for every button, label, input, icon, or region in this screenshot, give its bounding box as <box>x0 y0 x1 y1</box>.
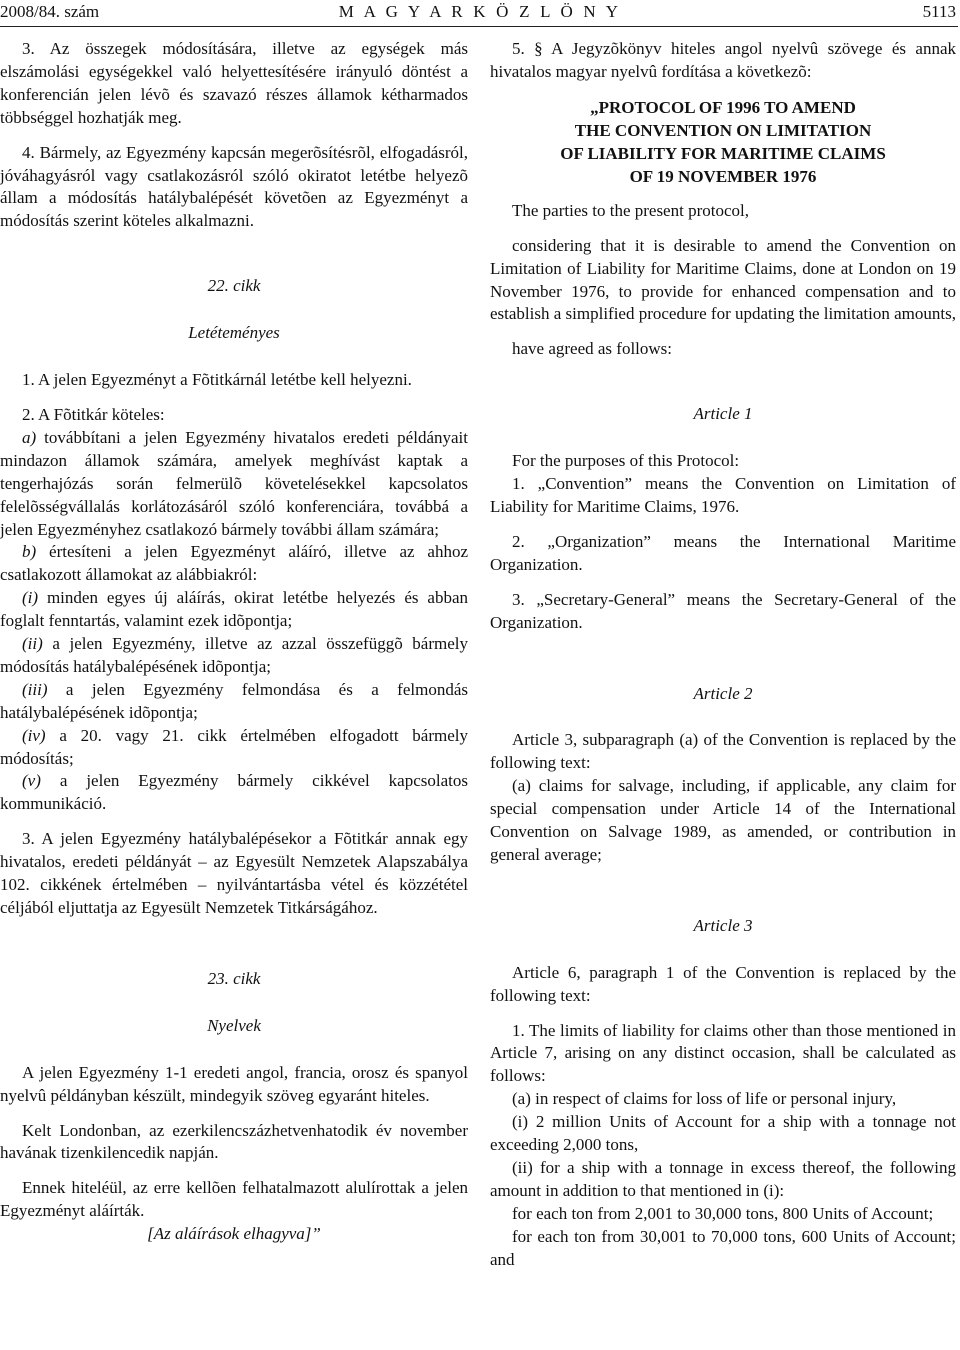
article-2-para-2: (a) claims for salvage, including, if applicable, any claim for special compensation under Article 14 of the International Convention on Salvage 1989, as amended, or contribution in general average; <box>490 776 956 864</box>
article-23-number: 23. cikk <box>207 968 261 988</box>
left-column <box>0 38 468 1246</box>
item-iii-text: a jelen Egyezmény felmondása és a felmondás hatálybalépésének idõpontja; <box>0 679 468 722</box>
considering-paragraph: considering that it is desirable to amend the Convention on Limitation of Liability for Maritime Claims, done at London on 19 November 1976, to provide for enhanced compensation and to establish a simplified procedure for updating the limitation amounts, <box>490 235 956 324</box>
item-v-text: a jelen Egyezmény bármely cikkével kapcsolatos kommunikáció. <box>0 771 468 814</box>
article-22-para-3: 3. A jelen Egyezmény hatálybalépésekor a Fõtitkár annak egy hivatalos, eredeti példányát – az Egyesült Nemzetek Alapszabálya 102. cikkének értelmében – nyilvántartásba vétel és közzététel céljából eljuttatja az Egyesült Nemzetek Titkárságához. <box>0 829 468 917</box>
item-v-label: (v) <box>22 771 41 791</box>
article-1-item-3: 3. „Secretary-General” means the Secretary-General of the Organization. <box>490 589 956 632</box>
paragraph-ratification: 4. Bármely, az Egyezmény kapcsán megerõsítésrõl, elfogadásról, jóváhagyásról vagy csatlakozásról szóló okiratot letétbe helyezõ állam a módosítás hatálybalépését követõen az Egyezményt a módosítás szerint köteles alkalmazni. <box>0 142 468 231</box>
right-column <box>490 38 956 1272</box>
article-3-para-4: (i) 2 million Units of Account for a ship with a tonnage not exceeding 2,000 tons, <box>490 1112 956 1155</box>
article-3-para-3: (a) in respect of claims for loss of life or personal injury, <box>512 1089 897 1109</box>
section-5-intro: 5. § A Jegyzõkönyv hiteles angol nyelvû szövege és annak hivatalos magyar nyelvû fordítása a következõ: <box>490 39 956 81</box>
article-2-para-1: Article 3, subparagraph (a) of the Convention is replaced by the following text: <box>490 730 956 773</box>
article-1-item-1: 1. „Convention” means the Convention on Limitation of Liability for Maritime Claims, 1976. <box>490 474 956 516</box>
article-22-para-2: 2. A Fõtitkár köteles: <box>22 404 165 424</box>
protocol-title-line-4: OF 19 NOVEMBER 1976 <box>629 166 817 186</box>
item-b <box>0 541 468 587</box>
item-a-label: a) <box>22 427 37 447</box>
page-header <box>0 2 960 24</box>
item-a-text: továbbítani a jelen Egyezmény hivatalos eredeti példányait mindazon államok számára, amelyek meghívást kaptak a tengerhajózás során felmerülõ követelésekkel kapcsolatos felelõsségvállalás korlátozásáról szóló konferenciára, továbbá a jelen Egyezményhez csatlakozó bármely további állam számára; <box>0 427 468 539</box>
article-23-title: Nyelvek <box>207 1015 261 1035</box>
article-3-para-7: for each ton from 30,001 to 70,000 tons, 600 Units of Account; and <box>490 1226 956 1269</box>
signatures-omitted: [Az aláírások elhagyva]” <box>147 1224 321 1244</box>
article-22-number: 22. cikk <box>207 276 261 296</box>
article-3-para-2: 1. The limits of liability for claims other than those mentioned in Article 7, arising on any distinct occasion, shall be calculated as follows: <box>490 1020 956 1086</box>
article-2-title: Article 2 <box>693 683 753 703</box>
article-1-intro: For the purposes of this Protocol: <box>512 451 740 471</box>
item-ii-label: (ii) <box>22 634 43 654</box>
page-number: 5113 <box>922 2 956 21</box>
article-1-title: Article 1 <box>693 404 753 424</box>
article-23-para-3: Ennek hiteléül, az erre kellõen felhatalmazott alulírottak a jelen Egyezményt aláírták. <box>0 1178 468 1221</box>
issue-number: 2008/84. szám <box>0 2 100 21</box>
item-a <box>0 427 468 542</box>
article-3-para-5: (ii) for a ship with a tonnage in excess thereof, the following amount in addition to that mentioned in (i): <box>490 1158 956 1200</box>
protocol-title-line-1: „PROTOCOL OF 1996 TO AMEND <box>590 97 856 117</box>
protocol-title-line-3: OF LIABILITY FOR MARITIME CLAIMS <box>560 143 886 163</box>
parties-paragraph: The parties to the present protocol, <box>512 200 749 220</box>
article-3-title: Article 3 <box>693 915 753 935</box>
item-i <box>0 587 468 633</box>
item-i-text: minden egyes új aláírás, okirat letétbe helyezés és abban foglalt fenntartás, valamint ezek idõpontja; <box>0 588 468 631</box>
item-iii <box>0 679 468 725</box>
item-iv-text: a 20. vagy 21. cikk értelmében elfogadott bármely módosítás; <box>0 725 468 768</box>
item-iv <box>0 725 468 771</box>
protocol-title-line-2: THE CONVENTION ON LIMITATION <box>574 120 872 140</box>
article-22-title: Letéteményes <box>188 323 280 343</box>
article-23-para-2: Kelt Londonban, az ezerkilencszázhetvenhatodik év november havának tizenkilencedik napján. <box>0 1120 468 1163</box>
agreed-paragraph: have agreed as follows: <box>512 339 673 359</box>
item-v <box>0 770 468 816</box>
article-1-item-2: 2. „Organization” means the International Maritime Organization. <box>490 531 956 574</box>
article-3-para-1: Article 6, paragraph 1 of the Convention is replaced by the following text: <box>490 962 956 1005</box>
article-23-para-1: A jelen Egyezmény 1-1 eredeti angol, francia, orosz és spanyol nyelvû példányban készült, mindegyik szöveg egyaránt hiteles. <box>0 1062 468 1105</box>
protocol-title <box>490 96 956 188</box>
item-ii-text: a jelen Egyezmény, illetve az azzal összefüggõ bármely módosítás hatálybalépésének idõpontja; <box>0 634 468 676</box>
item-b-label: b) <box>22 542 37 562</box>
item-iv-label: (iv) <box>22 725 46 745</box>
item-b-text: értesíteni a jelen Egyezményt aláíró, illetve az ahhoz csatlakozott államokat az alábbiakról: <box>0 542 468 585</box>
item-ii <box>0 633 468 679</box>
item-iii-label: (iii) <box>22 679 48 699</box>
journal-title: M A G Y A R K Ö Z L Ö N Y <box>338 2 622 21</box>
article-3-para-6: for each ton from 2,001 to 30,000 tons, 800 Units of Account; <box>512 1203 934 1223</box>
article-22-para-1: 1. A jelen Egyezményt a Fõtitkárnál letétbe kell helyezni. <box>22 370 412 390</box>
item-i-label: (i) <box>22 588 39 608</box>
paragraph-amend-amounts: 3. Az összegek módosítására, illetve az egységek más elszámolási egységekkel való helyettesítésére irányuló döntést a konferencián jelen lévõ és szavazó részes államok kétharmados többséggel hozhatják meg. <box>0 39 468 127</box>
header-rule <box>0 26 958 27</box>
